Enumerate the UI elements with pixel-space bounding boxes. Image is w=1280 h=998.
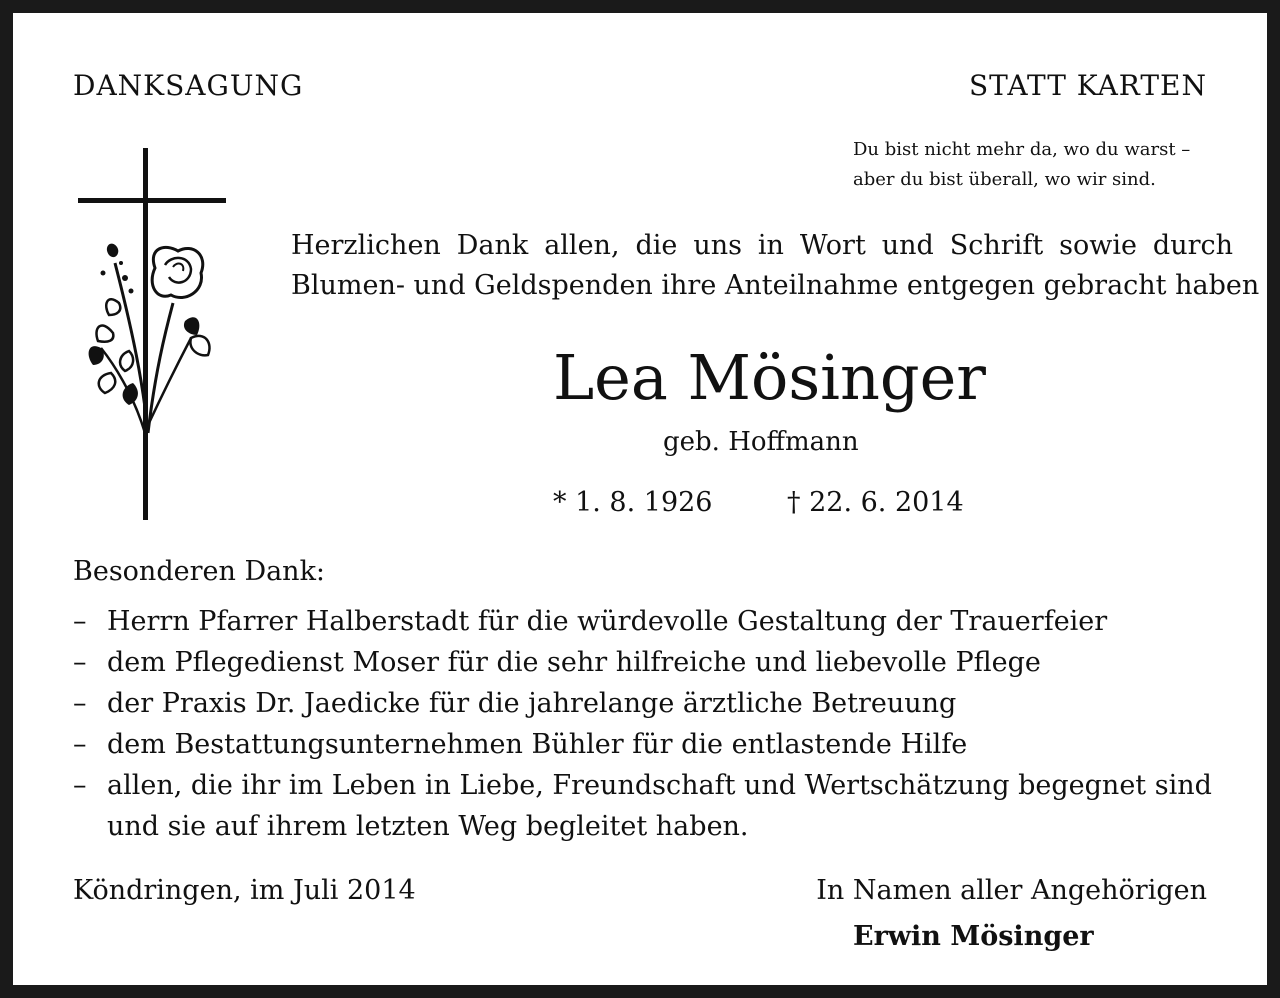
special-thanks-title: Besonderen Dank: bbox=[73, 556, 326, 587]
place-and-date: Köndringen, im Juli 2014 bbox=[73, 875, 416, 906]
maiden-name: geb. Hoffmann bbox=[663, 427, 859, 457]
dash-bullet: – bbox=[73, 770, 87, 801]
intro-line-2: Blumen- und Geldspenden ihre Anteilnahme entgegen gebracht haben bbox=[291, 270, 1260, 301]
thanks-list bbox=[73, 601, 1212, 847]
dash-bullet: – bbox=[73, 729, 87, 760]
deceased-name: Lea Mösinger bbox=[553, 341, 986, 414]
list-item: – der Praxis Dr. Jaedicke für die jahrelange ärztliche Betreuung bbox=[73, 683, 1212, 724]
motto-quote bbox=[853, 135, 1190, 195]
birth-date: * 1. 8. 1926 bbox=[553, 487, 713, 518]
signer-name: Erwin Mösinger bbox=[853, 921, 1094, 952]
dash-bullet: – bbox=[73, 606, 87, 637]
motto-line-1: Du bist nicht mehr da, wo du warst – bbox=[853, 139, 1191, 160]
list-item: – allen, die ihr im Leben in Liebe, Freundschaft und Wertschätzung begegnet sind bbox=[73, 765, 1212, 806]
on-behalf-of-family: In Namen aller Angehörigen bbox=[816, 875, 1207, 906]
header-statt-karten: STATT KARTEN bbox=[969, 69, 1207, 102]
list-item: – dem Pflegedienst Moser für die sehr hilfreiche und liebevolle Pflege bbox=[73, 642, 1212, 683]
dash-bullet: – bbox=[73, 688, 87, 719]
motto-line-2: aber du bist überall, wo wir sind. bbox=[853, 169, 1156, 190]
header-danksagung: DANKSAGUNG bbox=[73, 69, 304, 102]
intro-line-1: Herzlichen Dank allen, die uns in Wort und Schrift sowie durch bbox=[291, 230, 1233, 261]
death-date: † 22. 6. 2014 bbox=[787, 487, 964, 518]
cross-with-rose-icon bbox=[73, 143, 233, 523]
list-item: – dem Bestattungsunternehmen Bühler für die entlastende Hilfe bbox=[73, 724, 1212, 765]
list-item-continuation: und sie auf ihrem letzten Weg begleitet haben. bbox=[107, 811, 749, 842]
dash-bullet: – bbox=[73, 647, 87, 678]
list-item: – Herrn Pfarrer Halberstadt für die würdevolle Gestaltung der Trauerfeier bbox=[73, 601, 1212, 642]
